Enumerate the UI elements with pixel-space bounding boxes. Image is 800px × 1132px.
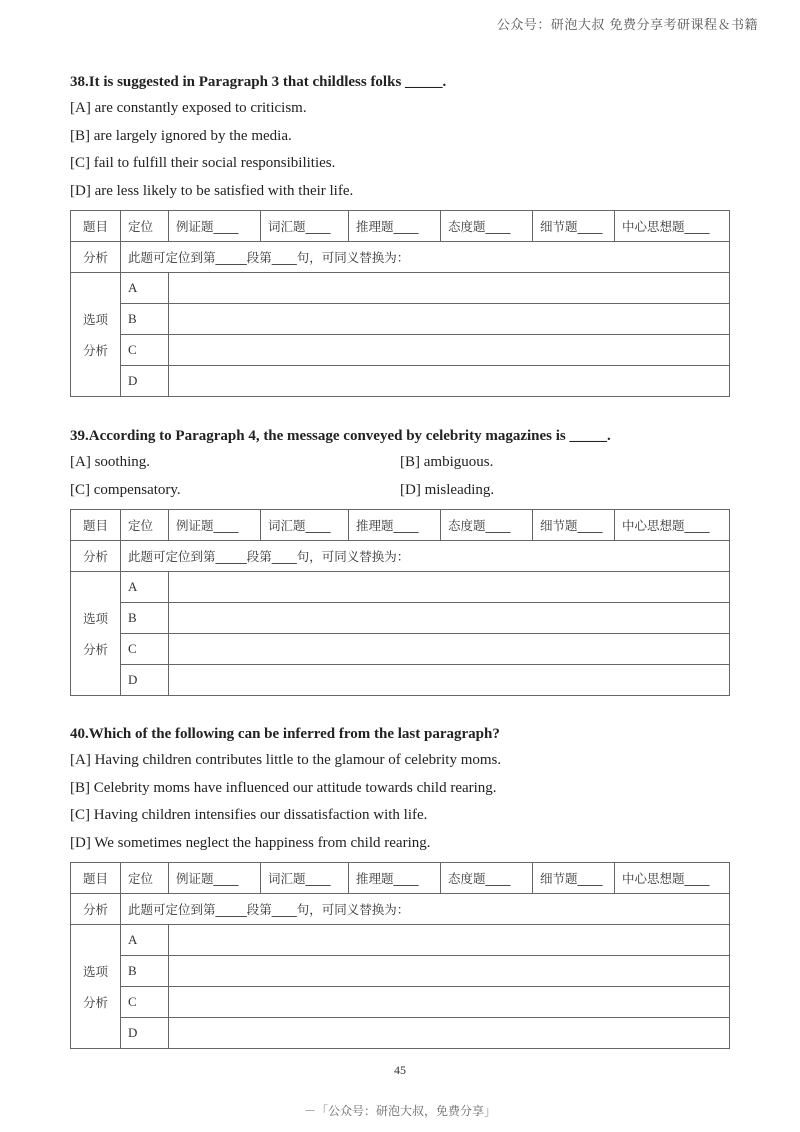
analysis-label: 分析	[82, 641, 108, 657]
type-detail[interactable]: 细节题____	[533, 510, 615, 541]
type-vocabulary[interactable]: 词汇题____	[261, 211, 349, 242]
topic-label: 题目	[71, 211, 121, 242]
option-letter-b: B	[121, 956, 169, 987]
options-label: 选项	[82, 963, 108, 979]
locate-sentence-field[interactable]: 此题可定位到第_____段第____句，可同义替换为：	[121, 242, 730, 273]
analysis-label: 分析	[71, 894, 121, 925]
option-c-answer-field[interactable]	[169, 987, 730, 1018]
options-label: 选项	[82, 311, 108, 327]
analysis-label: 分析	[82, 342, 108, 358]
option-row	[70, 477, 730, 505]
type-main-idea[interactable]: 中心思想题____	[615, 863, 730, 894]
analysis-table	[70, 862, 730, 1049]
option-letter-b: B	[121, 603, 169, 634]
option-b-answer-field[interactable]	[169, 304, 730, 335]
type-example[interactable]: 例证题____	[169, 211, 261, 242]
locate-label: 定位	[121, 211, 169, 242]
type-attitude[interactable]: 态度题____	[441, 510, 533, 541]
option-c-answer-field[interactable]	[169, 335, 730, 366]
option-letter-d: D	[121, 366, 169, 397]
option-a-answer-field[interactable]	[169, 925, 730, 956]
type-example[interactable]: 例证题____	[169, 863, 261, 894]
option-a: [A] Having children contributes little to the glamour of celebrity moms.	[70, 752, 502, 768]
option-b: [B] Celebrity moms have influenced our attitude towards child rearing.	[70, 779, 497, 796]
topic-label: 题目	[71, 863, 121, 894]
option-letter-d: D	[121, 665, 169, 696]
option-d: [D] misleading.	[400, 481, 495, 498]
type-inference[interactable]: 推理题____	[349, 510, 441, 541]
type-detail[interactable]: 细节题____	[533, 211, 615, 242]
analysis-table	[70, 210, 730, 397]
options-analysis-label	[71, 572, 121, 696]
option-d-answer-field[interactable]	[169, 665, 730, 696]
option-letter-c: C	[121, 335, 169, 366]
topic-label: 题目	[71, 510, 121, 541]
analysis-table	[70, 509, 730, 696]
type-attitude[interactable]: 态度题____	[441, 211, 533, 242]
question-39	[70, 423, 730, 696]
type-attitude[interactable]: 态度题____	[441, 863, 533, 894]
type-main-idea[interactable]: 中心思想题____	[615, 211, 730, 242]
option-a-answer-field[interactable]	[169, 273, 730, 304]
analysis-label: 分析	[71, 242, 121, 273]
locate-label: 定位	[121, 863, 169, 894]
page-number: 45	[394, 1063, 406, 1077]
type-main-idea[interactable]: 中心思想题____	[615, 510, 730, 541]
question-stem: 40.Which of the following can be inferred from the last paragraph?	[70, 726, 500, 742]
option-letter-c: C	[121, 634, 169, 665]
option-c: [C] compensatory.	[70, 481, 181, 498]
question-stem: 38.It is suggested in Paragraph 3 that childless folks _____.	[70, 74, 447, 90]
option-d-answer-field[interactable]	[169, 1018, 730, 1049]
option-b: [B] are largely ignored by the media.	[70, 127, 292, 144]
option-d-answer-field[interactable]	[169, 366, 730, 397]
locate-label: 定位	[121, 510, 169, 541]
option-b-answer-field[interactable]	[169, 603, 730, 634]
locate-sentence-field[interactable]: 此题可定位到第_____段第____句，可同义替换为：	[121, 894, 730, 925]
option-c: [C] fail to fulfill their social responsibilities.	[70, 155, 336, 171]
footer-note: －「公众号：研泡大叔，免费分享」	[303, 1104, 496, 1118]
question-stem: 39.According to Paragraph 4, the message conveyed by celebrity magazines is _____.	[70, 428, 611, 444]
locate-sentence-field[interactable]: 此题可定位到第_____段第____句，可同义替换为：	[121, 541, 730, 572]
type-vocabulary[interactable]: 词汇题____	[261, 863, 349, 894]
question-38	[70, 69, 730, 397]
option-letter-c: C	[121, 987, 169, 1018]
type-vocabulary[interactable]: 词汇题____	[261, 510, 349, 541]
option-c: [C] Having children intensifies our dissatisfaction with life.	[70, 807, 428, 823]
option-d: [D] are less likely to be satisfied with their life.	[70, 182, 354, 199]
options-analysis-label	[71, 273, 121, 397]
header-note: 公众号：研泡大叔 免费分享考研课程＆书籍	[496, 18, 758, 33]
option-a-answer-field[interactable]	[169, 572, 730, 603]
option-letter-b: B	[121, 304, 169, 335]
type-inference[interactable]: 推理题____	[349, 863, 441, 894]
question-40	[70, 721, 730, 1049]
option-a: [A] are constantly exposed to criticism.	[70, 100, 307, 116]
options-analysis-label	[71, 925, 121, 1049]
option-a: [A] soothing.	[70, 454, 150, 470]
option-b: [B] ambiguous.	[400, 454, 494, 470]
options-label: 选项	[82, 610, 108, 626]
option-b-answer-field[interactable]	[169, 956, 730, 987]
type-inference[interactable]: 推理题____	[349, 211, 441, 242]
analysis-label: 分析	[71, 541, 121, 572]
type-example[interactable]: 例证题____	[169, 510, 261, 541]
type-detail[interactable]: 细节题____	[533, 863, 615, 894]
option-letter-a: A	[121, 925, 169, 956]
option-letter-a: A	[121, 572, 169, 603]
option-letter-a: A	[121, 273, 169, 304]
option-letter-d: D	[121, 1018, 169, 1049]
analysis-label: 分析	[82, 994, 108, 1010]
option-row	[70, 449, 730, 477]
option-d: [D] We sometimes neglect the happiness from child rearing.	[70, 834, 431, 851]
option-c-answer-field[interactable]	[169, 634, 730, 665]
